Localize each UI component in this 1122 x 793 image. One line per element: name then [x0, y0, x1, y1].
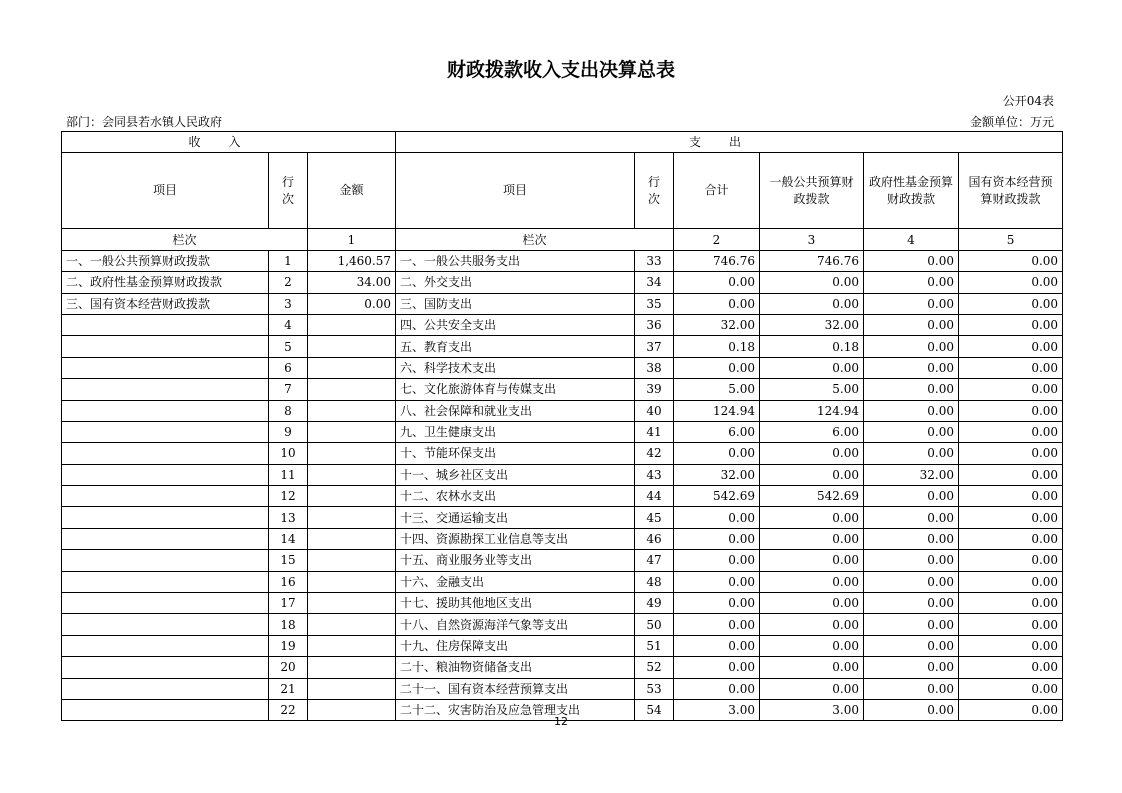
income-line-cell: 7 [269, 379, 308, 400]
expense-total-cell: 542.69 [674, 486, 760, 507]
income-line-cell: 16 [269, 571, 308, 592]
expense-line-cell: 42 [635, 443, 674, 464]
department-label: 部门：会同县若水镇人民政府 [66, 115, 223, 129]
expense-line-cell: 51 [635, 635, 674, 656]
expense-fund-cell: 0.00 [864, 314, 959, 335]
expense-item-cell: 五、教育支出 [396, 336, 635, 357]
income-index-1: 1 [308, 229, 396, 250]
expense-general-cell: 0.00 [760, 678, 864, 699]
expense-total-cell: 0.00 [674, 635, 760, 656]
expense-fund-cell: 0.00 [864, 293, 959, 314]
income-line-cell: 17 [269, 593, 308, 614]
expense-fund-cell: 0.00 [864, 699, 959, 720]
expense-capital-header: 国有资本经营预算财政拨款 [959, 153, 1063, 229]
expense-general-header: 一般公共预算财政拨款 [760, 153, 864, 229]
expense-fund-cell: 0.00 [864, 635, 959, 656]
expense-total-cell: 746.76 [674, 250, 760, 271]
income-amount-cell: 1,460.57 [308, 250, 396, 271]
income-line-cell: 18 [269, 614, 308, 635]
income-line-cell: 8 [269, 400, 308, 421]
expense-capital-cell: 0.00 [959, 464, 1063, 485]
income-amount-cell [308, 336, 396, 357]
expense-general-cell: 3.00 [760, 699, 864, 720]
income-item-cell: 三、国有资本经营财政拨款 [62, 293, 269, 314]
table-row [62, 550, 1063, 571]
expense-total-cell: 0.00 [674, 614, 760, 635]
income-amount-cell [308, 678, 396, 699]
table-row [62, 635, 1063, 656]
expense-fund-cell: 0.00 [864, 336, 959, 357]
expense-capital-cell: 0.00 [959, 357, 1063, 378]
expense-total-cell: 0.00 [674, 507, 760, 528]
income-line-cell: 21 [269, 678, 308, 699]
expense-item-cell: 一、一般公共服务支出 [396, 250, 635, 271]
expense-item-cell: 二十一、国有资本经营预算支出 [396, 678, 635, 699]
expense-general-cell: 0.00 [760, 507, 864, 528]
table-row [62, 314, 1063, 335]
income-line-cell: 6 [269, 357, 308, 378]
income-amount-header: 金额 [308, 153, 396, 229]
income-line-cell: 12 [269, 486, 308, 507]
income-line-cell: 14 [269, 528, 308, 549]
expense-general-cell: 0.00 [760, 635, 864, 656]
expense-capital-cell: 0.00 [959, 699, 1063, 720]
expense-general-cell: 0.00 [760, 593, 864, 614]
section-header-row [62, 132, 1063, 153]
table-row [62, 293, 1063, 314]
table-row [62, 678, 1063, 699]
table-row [62, 250, 1063, 271]
income-item-cell [62, 400, 269, 421]
income-item-cell [62, 657, 269, 678]
expense-general-cell: 0.00 [760, 614, 864, 635]
income-line-cell: 19 [269, 635, 308, 656]
income-item-cell [62, 464, 269, 485]
expense-item-header: 项目 [396, 153, 635, 229]
table-row [62, 486, 1063, 507]
expense-line-cell: 49 [635, 593, 674, 614]
expense-capital-cell: 0.00 [959, 571, 1063, 592]
income-line-cell: 11 [269, 464, 308, 485]
expense-total-cell: 0.00 [674, 593, 760, 614]
expense-line-cell: 44 [635, 486, 674, 507]
income-line-header: 行次 [269, 153, 308, 229]
income-item-cell [62, 507, 269, 528]
expense-line-cell: 48 [635, 571, 674, 592]
income-item-cell [62, 486, 269, 507]
expense-line-cell: 46 [635, 528, 674, 549]
expense-item-cell: 十八、自然资源海洋气象等支出 [396, 614, 635, 635]
table-row [62, 379, 1063, 400]
expense-total-cell: 0.18 [674, 336, 760, 357]
income-item-header: 项目 [62, 153, 269, 229]
income-item-cell: 二、政府性基金预算财政拨款 [62, 272, 269, 293]
table-row [62, 400, 1063, 421]
expense-fund-cell: 0.00 [864, 528, 959, 549]
expense-fund-cell: 0.00 [864, 571, 959, 592]
income-amount-cell [308, 400, 396, 421]
income-amount-cell [308, 657, 396, 678]
expense-general-cell: 0.00 [760, 443, 864, 464]
expense-fund-cell: 0.00 [864, 593, 959, 614]
expense-fund-cell: 0.00 [864, 614, 959, 635]
income-item-cell [62, 421, 269, 442]
expense-line-cell: 38 [635, 357, 674, 378]
expense-index-5: 5 [959, 229, 1063, 250]
column-index-row [62, 229, 1063, 250]
expense-fund-cell: 0.00 [864, 550, 959, 571]
expense-index-4: 4 [864, 229, 959, 250]
expense-capital-cell: 0.00 [959, 528, 1063, 549]
fiscal-summary-table [61, 131, 1063, 721]
expense-total-cell: 0.00 [674, 571, 760, 592]
expense-index-2: 2 [674, 229, 760, 250]
expense-fund-cell: 0.00 [864, 507, 959, 528]
expense-capital-cell: 0.00 [959, 400, 1063, 421]
income-line-cell: 5 [269, 336, 308, 357]
income-line-cell: 13 [269, 507, 308, 528]
income-amount-cell: 0.00 [308, 293, 396, 314]
expense-item-cell: 六、科学技术支出 [396, 357, 635, 378]
income-line-cell: 10 [269, 443, 308, 464]
expense-general-cell: 32.00 [760, 314, 864, 335]
income-amount-cell [308, 486, 396, 507]
income-amount-cell: 34.00 [308, 272, 396, 293]
income-item-cell [62, 635, 269, 656]
expense-capital-cell: 0.00 [959, 272, 1063, 293]
expense-total-header: 合计 [674, 153, 760, 229]
expense-item-cell: 十五、商业服务业等支出 [396, 550, 635, 571]
expense-fund-cell: 0.00 [864, 400, 959, 421]
income-item-cell [62, 443, 269, 464]
expense-item-cell: 十、节能环保支出 [396, 443, 635, 464]
expense-item-cell: 十六、金融支出 [396, 571, 635, 592]
income-item-cell [62, 379, 269, 400]
expense-item-cell: 四、公共安全支出 [396, 314, 635, 335]
expense-total-cell: 124.94 [674, 400, 760, 421]
expense-fund-cell: 32.00 [864, 464, 959, 485]
expense-item-cell: 八、社会保障和就业支出 [396, 400, 635, 421]
expense-item-cell: 十三、交通运输支出 [396, 507, 635, 528]
expense-general-cell: 542.69 [760, 486, 864, 507]
expense-total-cell: 0.00 [674, 443, 760, 464]
expense-index-label: 栏次 [396, 229, 674, 250]
expense-fund-cell: 0.00 [864, 678, 959, 699]
expense-general-cell: 0.00 [760, 528, 864, 549]
expense-capital-cell: 0.00 [959, 486, 1063, 507]
expense-line-cell: 35 [635, 293, 674, 314]
income-line-cell: 2 [269, 272, 308, 293]
expense-general-cell: 0.00 [760, 293, 864, 314]
expense-item-cell: 九、卫生健康支出 [396, 421, 635, 442]
expense-capital-cell: 0.00 [959, 250, 1063, 271]
income-item-cell [62, 614, 269, 635]
expense-item-cell: 十四、资源勘探工业信息等支出 [396, 528, 635, 549]
table-row [62, 507, 1063, 528]
income-line-cell: 20 [269, 657, 308, 678]
expense-general-cell: 5.00 [760, 379, 864, 400]
income-amount-cell [308, 507, 396, 528]
income-item-cell [62, 314, 269, 335]
expense-line-cell: 33 [635, 250, 674, 271]
expense-capital-cell: 0.00 [959, 550, 1063, 571]
expense-item-cell: 十一、城乡社区支出 [396, 464, 635, 485]
income-item-cell [62, 528, 269, 549]
expense-item-cell: 二十、粮油物资储备支出 [396, 657, 635, 678]
income-amount-cell [308, 357, 396, 378]
report-title: 财政拨款收入支出决算总表 [446, 59, 675, 81]
table-row [62, 421, 1063, 442]
income-amount-cell [308, 443, 396, 464]
expense-capital-cell: 0.00 [959, 293, 1063, 314]
income-line-cell: 3 [269, 293, 308, 314]
expense-general-cell: 0.00 [760, 464, 864, 485]
expense-index-3: 3 [760, 229, 864, 250]
expense-item-cell: 十二、农林水支出 [396, 486, 635, 507]
expense-total-cell: 0.00 [674, 293, 760, 314]
expense-line-cell: 39 [635, 379, 674, 400]
income-item-cell [62, 357, 269, 378]
expense-capital-cell: 0.00 [959, 314, 1063, 335]
expense-general-cell: 0.00 [760, 571, 864, 592]
table-row [62, 443, 1063, 464]
expense-fund-cell: 0.00 [864, 272, 959, 293]
table-row [62, 614, 1063, 635]
income-amount-cell [308, 314, 396, 335]
expense-total-cell: 0.00 [674, 528, 760, 549]
expense-capital-cell: 0.00 [959, 614, 1063, 635]
expense-total-cell: 32.00 [674, 314, 760, 335]
income-section-header: 收入 [62, 132, 396, 153]
income-line-cell: 9 [269, 421, 308, 442]
expense-total-cell: 0.00 [674, 357, 760, 378]
income-amount-cell [308, 379, 396, 400]
expense-line-cell: 43 [635, 464, 674, 485]
expense-line-cell: 41 [635, 421, 674, 442]
income-line-cell: 1 [269, 250, 308, 271]
expense-line-cell: 34 [635, 272, 674, 293]
income-item-cell [62, 571, 269, 592]
income-index-label: 栏次 [62, 229, 308, 250]
income-line-cell: 22 [269, 699, 308, 720]
table-row [62, 357, 1063, 378]
expense-line-cell: 37 [635, 336, 674, 357]
expense-total-cell: 6.00 [674, 421, 760, 442]
income-amount-cell [308, 421, 396, 442]
expense-fund-cell: 0.00 [864, 357, 959, 378]
income-item-cell: 一、一般公共预算财政拨款 [62, 250, 269, 271]
table-row [62, 571, 1063, 592]
expense-fund-cell: 0.00 [864, 657, 959, 678]
income-item-cell [62, 678, 269, 699]
expense-fund-cell: 0.00 [864, 421, 959, 442]
income-amount-cell [308, 550, 396, 571]
table-row [62, 336, 1063, 357]
expense-total-cell: 0.00 [674, 657, 760, 678]
column-header-row [62, 153, 1063, 229]
income-item-cell [62, 336, 269, 357]
expense-total-cell: 5.00 [674, 379, 760, 400]
table-row [62, 593, 1063, 614]
expense-fund-cell: 0.00 [864, 379, 959, 400]
income-amount-cell [308, 528, 396, 549]
expense-line-cell: 53 [635, 678, 674, 699]
expense-capital-cell: 0.00 [959, 421, 1063, 442]
expense-line-cell: 36 [635, 314, 674, 335]
expense-capital-cell: 0.00 [959, 593, 1063, 614]
currency-unit-label: 金额单位：万元 [969, 115, 1054, 129]
table-row [62, 657, 1063, 678]
table-row [62, 528, 1063, 549]
expense-general-cell: 124.94 [760, 400, 864, 421]
table-row [62, 272, 1063, 293]
expense-item-cell: 十九、住房保障支出 [396, 635, 635, 656]
expense-total-cell: 0.00 [674, 272, 760, 293]
expense-total-cell: 0.00 [674, 678, 760, 699]
expense-general-cell: 746.76 [760, 250, 864, 271]
income-amount-cell [308, 635, 396, 656]
expense-capital-cell: 0.00 [959, 379, 1063, 400]
form-number: 公开04表 [1002, 94, 1054, 108]
expense-line-cell: 47 [635, 550, 674, 571]
expense-general-cell: 0.00 [760, 657, 864, 678]
expense-general-cell: 0.00 [760, 272, 864, 293]
income-line-cell: 15 [269, 550, 308, 571]
income-amount-cell [308, 593, 396, 614]
expense-total-cell: 3.00 [674, 699, 760, 720]
expense-total-cell: 0.00 [674, 550, 760, 571]
income-line-cell: 4 [269, 314, 308, 335]
income-amount-cell [308, 571, 396, 592]
expense-item-cell: 七、文化旅游体育与传媒支出 [396, 379, 635, 400]
expense-general-cell: 0.18 [760, 336, 864, 357]
expense-general-cell: 0.00 [760, 550, 864, 571]
expense-item-cell: 二、外交支出 [396, 272, 635, 293]
expense-general-cell: 6.00 [760, 421, 864, 442]
expense-line-cell: 54 [635, 699, 674, 720]
table-row [62, 464, 1063, 485]
expense-capital-cell: 0.00 [959, 678, 1063, 699]
expense-item-cell: 三、国防支出 [396, 293, 635, 314]
expense-line-header: 行次 [635, 153, 674, 229]
expense-line-cell: 45 [635, 507, 674, 528]
expense-capital-cell: 0.00 [959, 635, 1063, 656]
expense-line-cell: 50 [635, 614, 674, 635]
income-amount-cell [308, 614, 396, 635]
income-amount-cell [308, 464, 396, 485]
income-item-cell [62, 593, 269, 614]
expense-line-cell: 40 [635, 400, 674, 421]
expense-capital-cell: 0.00 [959, 657, 1063, 678]
expense-fund-cell: 0.00 [864, 250, 959, 271]
expense-line-cell: 52 [635, 657, 674, 678]
expense-capital-cell: 0.00 [959, 336, 1063, 357]
expense-fund-cell: 0.00 [864, 443, 959, 464]
expense-fund-cell: 0.00 [864, 486, 959, 507]
expense-capital-cell: 0.00 [959, 507, 1063, 528]
expense-item-cell: 二十二、灾害防治及应急管理支出 [396, 699, 635, 720]
page-number: 12 [554, 715, 568, 728]
expense-total-cell: 32.00 [674, 464, 760, 485]
expense-section-header: 支出 [396, 132, 1063, 153]
expense-general-cell: 0.00 [760, 357, 864, 378]
expense-fund-header: 政府性基金预算财政拨款 [864, 153, 959, 229]
expense-item-cell: 十七、援助其他地区支出 [396, 593, 635, 614]
income-item-cell [62, 550, 269, 571]
expense-capital-cell: 0.00 [959, 443, 1063, 464]
